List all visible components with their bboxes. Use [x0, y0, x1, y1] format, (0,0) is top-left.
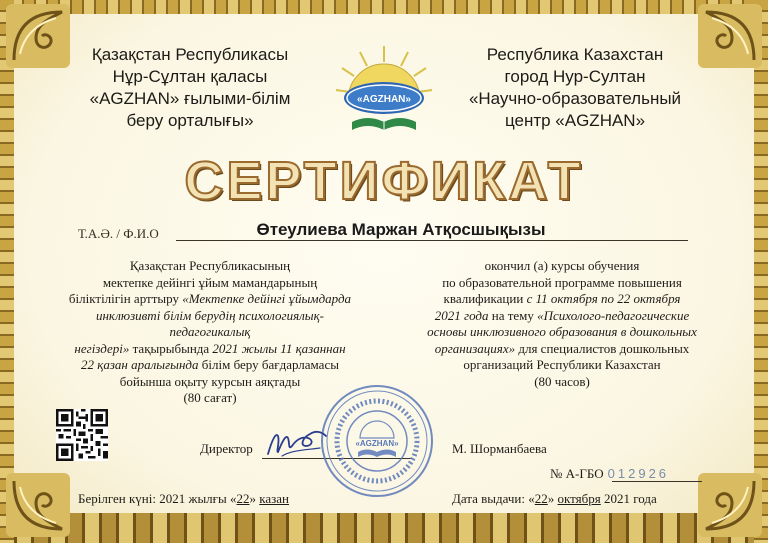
body-kz-topic: «Мектепке дейінгі ұйымдарда — [182, 291, 352, 306]
certificate-number-value: 012926 — [607, 466, 670, 481]
body-kz-hours: (80 сағат) — [183, 390, 237, 405]
body-ru-line — [412, 341, 712, 358]
ornament-border-top — [0, 0, 768, 14]
date-ru-text: » — [547, 491, 558, 506]
body-ru-topic: «Психолого-педагогические — [537, 307, 690, 323]
director-signature-icon — [262, 420, 332, 462]
body-ru-text: для специалистов дошкольных — [515, 340, 690, 356]
ornament-border-bottom — [0, 513, 768, 543]
body-kz-line: бойынша оқыту курсын аяқтады — [119, 373, 301, 389]
logo-text: «AGZHAN» — [357, 94, 411, 105]
body-ru-line: организаций Республики Казахстан — [463, 357, 661, 372]
certificate-number-prefix: № А-ГБО — [550, 466, 604, 481]
issue-date-kazakh — [78, 491, 289, 507]
fio-label: Т.А.Ә. / Ф.И.О — [78, 226, 159, 241]
body-kz-text: білім беру бағдарламасы — [198, 357, 339, 372]
body-ru-dates: с 11 октября по 22 октября — [526, 291, 681, 306]
date-ru-year: 2021 года — [600, 491, 657, 506]
date-kz-day: 22 — [236, 491, 250, 506]
date-kz-text: Берілген күні: 2021 жылғы « — [78, 491, 237, 506]
recipient-name: Өтеулиева Маржан Атқосшықызы — [256, 220, 546, 239]
date-kz-text: » — [249, 491, 260, 506]
certificate-number-underline — [612, 481, 702, 482]
body-kz-line — [60, 291, 360, 308]
ornament-corner-icon — [698, 473, 762, 537]
seal-text: «AGZHAN» — [355, 439, 399, 448]
header-russian — [455, 44, 695, 132]
body-kz-dates: 2021 жылы 11 қазаннан — [212, 340, 346, 356]
body-kz-dates: 22 қазан аралығында — [81, 357, 199, 372]
seal-stamp-icon — [318, 382, 436, 500]
body-kz-line: мектепке дейінгі ұйым мамандарының — [102, 274, 318, 290]
fio-underline — [176, 240, 688, 241]
director-label: Директор — [200, 441, 253, 456]
body-ru-line — [412, 291, 712, 308]
body-ru-line: по образовательной программе повышения — [442, 274, 682, 290]
date-ru-day: 22 — [534, 491, 548, 506]
body-ru-topic: основы инклюзивного образования в дошкольных — [427, 324, 697, 339]
body-kz-text: тақырыбында — [129, 340, 213, 356]
body-kz-text: біліктілігін арттыру — [68, 291, 183, 306]
header-russian-line: Республика Казахстан — [486, 45, 664, 64]
ornament-corner-icon — [6, 473, 70, 537]
body-kz-line — [60, 357, 360, 374]
header-kazakh-line: Нұр-Сұлтан қаласы — [112, 67, 268, 86]
body-kz-line — [60, 341, 360, 358]
body-ru-dates: 2021 года — [434, 307, 489, 323]
ornament-border-right — [754, 0, 768, 543]
body-ru-topic: организациях» — [434, 340, 516, 356]
qr-code-icon — [56, 409, 108, 461]
agzhan-logo — [330, 40, 438, 148]
header-kazakh-line: беру орталығы» — [126, 111, 254, 130]
body-ru-line — [412, 308, 712, 325]
header-kazakh-line: «AGZHAN» ғылыми-білім — [89, 89, 291, 108]
ornament-corner-icon — [698, 4, 762, 68]
director-name: М. Шорманбаева — [452, 441, 547, 456]
header-kazakh — [70, 44, 310, 132]
header-russian-line: центр «AGZHAN» — [504, 111, 646, 130]
body-ru-text: на тему — [488, 307, 538, 323]
body-kazakh — [60, 258, 360, 407]
date-ru-text: Дата выдачи: « — [452, 491, 535, 506]
body-russian — [412, 258, 712, 390]
header-russian-line: город Нур-Султан — [504, 67, 646, 86]
body-ru-text: квалификации — [443, 291, 527, 306]
issue-date-russian — [452, 491, 657, 507]
header-kazakh-line: Қазақстан Республикасы — [91, 45, 289, 64]
body-kz-line: Қазақстан Республикасының — [129, 258, 291, 273]
body-kz-topic: инклюзивті білім берудің психологиялық-педагогикалық — [95, 307, 325, 339]
body-ru-hours: (80 часов) — [534, 373, 590, 389]
certificate-title: СЕРТИФИКАТ — [184, 151, 584, 211]
header-russian-line: «Научно-образовательный — [468, 89, 682, 108]
date-ru-month: октября — [557, 491, 601, 506]
body-ru-line: окончил (а) курсы обучения — [484, 258, 640, 273]
body-kz-topic: негіздері» — [74, 340, 130, 356]
ornament-corner-icon — [6, 4, 70, 68]
certificate-number — [550, 466, 669, 482]
date-kz-month: казан — [259, 491, 290, 506]
ornament-border-left — [0, 0, 14, 543]
fio-row — [78, 220, 698, 244]
